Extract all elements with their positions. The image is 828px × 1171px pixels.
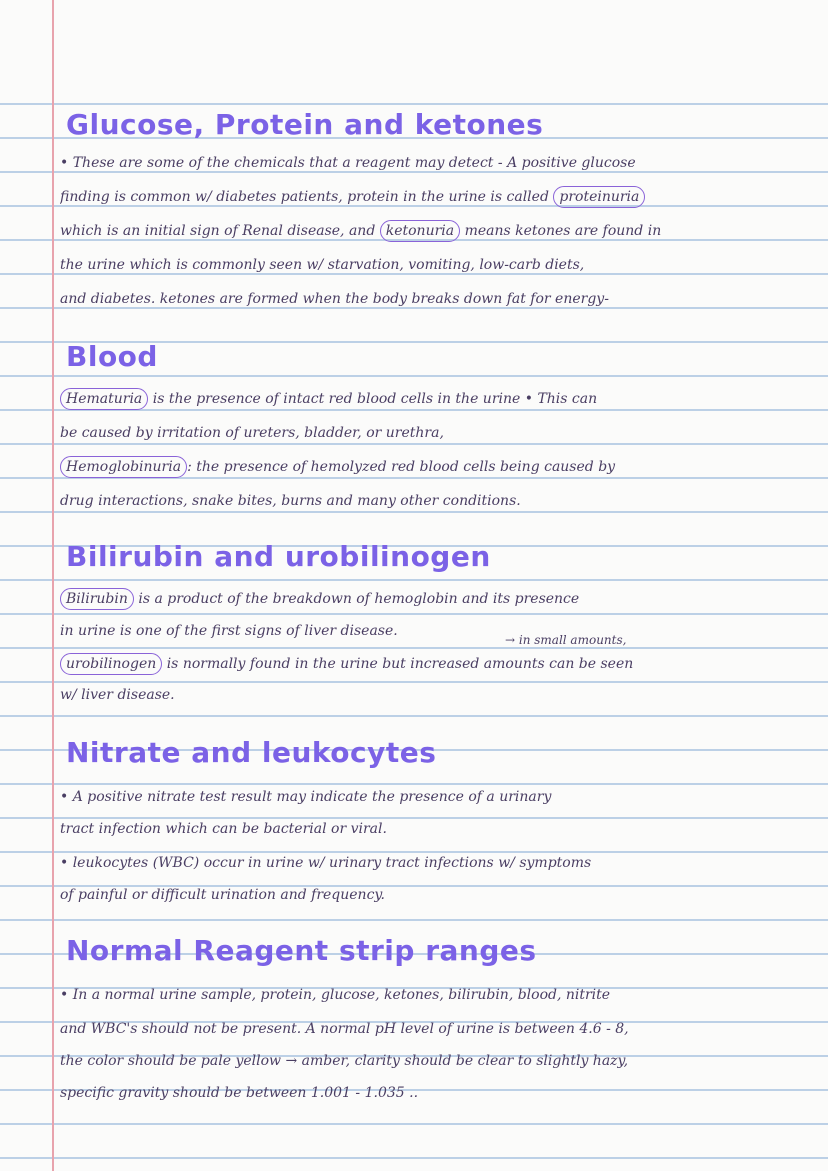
margin-annotation: → in small amounts,: [505, 633, 627, 647]
note-line: the color should be pale yellow → amber, clarity should be clear to slightly hazy,: [60, 1053, 629, 1069]
note-line: [60, 450, 800, 484]
note-text: means ketones are found in: [464, 223, 662, 239]
note-line: and WBC's should not be present. A normal pH level of urine is between 4.6 - 8,: [60, 1021, 629, 1037]
note-line: specific gravity should be between 1.001 - 1.035 ..: [60, 1085, 419, 1101]
note-text: is normally found in the urine but increased amounts can be seen: [166, 656, 634, 672]
note-line: • In a normal urine sample, protein, glucose, ketones, bilirubin, blood, nitrite: [60, 987, 611, 1003]
note-line: • leukocytes (WBC) occur in urine w/ urinary tract infections w/ symptoms: [60, 855, 592, 871]
note-line: the urine which is commonly seen w/ starvation, vomiting, low-carb diets,: [60, 257, 585, 273]
term-ketonuria: ketonuria: [380, 220, 460, 242]
section-heading-blood: Blood: [66, 340, 158, 373]
note-line: • A positive nitrate test result may indicate the presence of a urinary: [60, 789, 552, 805]
note-line: in urine is one of the first signs of liver disease.: [60, 623, 398, 639]
note-line: drug interactions, snake bites, burns and many other conditions.: [60, 493, 521, 509]
note-text: is the presence of intact red blood cells in the urine • This can: [152, 391, 598, 407]
section-heading-normal-ranges: Normal Reagent strip ranges: [66, 934, 537, 967]
term-hematuria: Hematuria: [60, 388, 148, 410]
term-urobilinogen: urobilinogen: [60, 653, 162, 675]
note-line: • These are some of the chemicals that a reagent may detect - A positive glucose: [60, 155, 636, 171]
note-line: [60, 214, 800, 248]
page-top-margin: [0, 0, 828, 71]
note-text: is a product of the breakdown of hemoglobin and its presence: [138, 591, 580, 607]
note-line: and diabetes. ketones are formed when the body breaks down fat for energy-: [60, 291, 609, 307]
note-text: : the presence of hemolyzed red blood cells being caused by: [187, 459, 616, 475]
note-text: finding is common w/ diabetes patients, protein in the urine is called: [60, 189, 549, 205]
term-bilirubin: Bilirubin: [60, 588, 134, 610]
note-line: [60, 647, 800, 681]
section-heading-nitrate: Nitrate and leukocytes: [66, 736, 437, 769]
note-text: which is an initial sign of Renal disease, and: [60, 223, 376, 239]
note-line: of painful or difficult urination and frequency.: [60, 887, 385, 903]
note-line: [60, 180, 800, 214]
note-line: [60, 582, 800, 616]
margin-rule: [52, 0, 54, 1171]
note-line: w/ liver disease.: [60, 687, 175, 703]
note-line: be caused by irritation of ureters, bladder, or urethra,: [60, 425, 444, 441]
note-line: tract infection which can be bacterial or viral.: [60, 821, 387, 837]
note-line: [60, 382, 800, 416]
section-heading-glucose: Glucose, Protein and ketones: [66, 108, 544, 141]
section-heading-bilirubin: Bilirubin and urobilinogen: [66, 540, 491, 573]
term-hemoglobinuria: Hemoglobinuria: [60, 456, 187, 478]
term-proteinuria: proteinuria: [553, 186, 645, 208]
